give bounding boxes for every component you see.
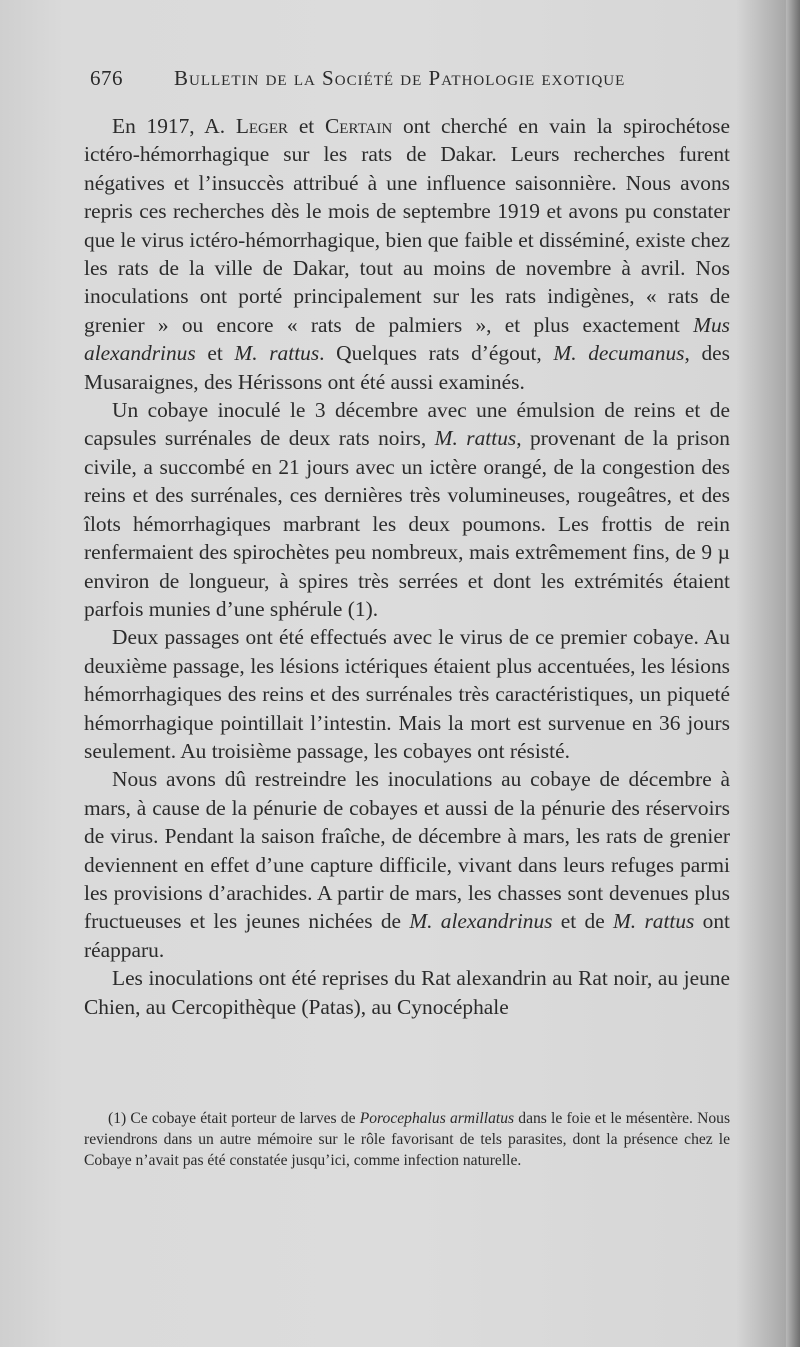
running-title: Bulletin de la Société de Pathologie exotique (174, 66, 626, 90)
text-segment: (1) Ce cobaye était porteur de larves de (108, 1110, 360, 1127)
text-segment: , provenant de la prison civile, a succombé en 21 jours avec un ictère orangé, de la congestion des reins et des surrénales, ces dernières très volumineuses, rougeâtres, et des îlots hémorrhagiques marbrant les deux poumons. Les frottis de rein renfermaient des spirochètes peu nombreux, mais extrêmement fins, de 9 µ environ de longueur, à spires très serrées et dont les extrémités étaient parfois munies d’une sphérule (1). (84, 426, 731, 621)
body-text (84, 112, 730, 1021)
page-header (90, 66, 730, 96)
text-segment: et de (552, 909, 613, 934)
species-name: Mus alexandrinus (84, 312, 730, 366)
text-segment: Nous avons dû restreindre les inoculations au cobaye de décembre à mars, à cause de la pénurie de cobayes et aussi de la pénurie des réservoirs de virus. Pendant la saison fraîche, de décembre à mars, les rats de grenier deviennent en effet d’une capture difficile, vivant dans leurs refuges parmi les provisions d’arachides. A partir de mars, les chasses sont devenues plus fructueuses et les jeunes nichées de (84, 767, 730, 934)
page-number: 676 (90, 66, 123, 90)
text-segment: Les inoculations ont été reprises du Rat alexandrin au Rat noir, au jeune Chien, au Cercopithèque (Patas), au Cynocéphale (84, 966, 730, 1019)
species-name: M. rattus (234, 341, 320, 366)
paragraph-2 (84, 396, 730, 623)
species-name: M. decumanus (553, 341, 685, 366)
text-segment: Un cobaye inoculé le 3 décembre avec une émulsion de reins et de capsules surrénales de deux rats noirs, (84, 398, 730, 451)
paragraph-1 (84, 112, 730, 396)
text-segment: et (288, 114, 326, 138)
author-name-certain: Certain (325, 114, 393, 138)
species-name: Porocephalus armillatus (359, 1110, 515, 1127)
text-segment: En 1917, A. (112, 114, 236, 138)
text-segment: ont réapparu. (84, 909, 730, 962)
text-segment: ont cherché en vain la spirochétose ictéro-hémorrhagique sur les rats de Dakar. Leurs recherches furent négatives et l’insuccès attribué à une influence saisonnière. Nous avons repris ces recherches dès le mois de septembre 1919 et avons pu constater que le virus ictéro-hémorrhagique, bien que faible et disséminé, existe chez les rats de la ville de Dakar, tout au moins de novembre à avril. Nos inoculations ont porté principalement sur les rats indigènes, « rats de grenier » ou encore « rats de palmiers », et plus exactement (84, 114, 730, 337)
text-segment: Deux passages ont été effectués avec le virus de ce premier cobaye. Au deuxième passage, les lésions ictériques étaient plus accentuées, les lésions hémorrhagiques des reins et des surrénales très caractéristiques, un piqueté hémorrhagique pointillait l’intestin. Mais la mort est survenue en 36 jours seulement. Au troisième passage, les cobayes ont résisté. (84, 625, 730, 763)
species-name: M. rattus (434, 426, 517, 451)
footnote-text (84, 1108, 730, 1171)
paragraph-3 (84, 623, 730, 765)
paragraph-4 (84, 765, 730, 964)
page-edge-shadow (786, 0, 800, 1347)
author-name-leger: Leger (235, 114, 289, 138)
text-segment: . Quelques rats d’égout, (319, 341, 554, 366)
text-segment: dans le foie et le mésentère. Nous reviendrons dans un autre mémoire sur le rôle favorisant de tels parasites, dont la présence chez le Cobaye n’avait pas été constatée jusqu’ici, comme infection naturelle. (84, 1110, 731, 1169)
text-segment: , des Musaraignes, des Hérissons ont été aussi examinés. (84, 341, 730, 394)
footnote (84, 1108, 730, 1171)
species-name: M. alexandrinus (409, 909, 553, 934)
species-name: M. rattus (612, 909, 695, 934)
text-segment: et (195, 341, 235, 366)
paragraph-5 (84, 964, 730, 1021)
